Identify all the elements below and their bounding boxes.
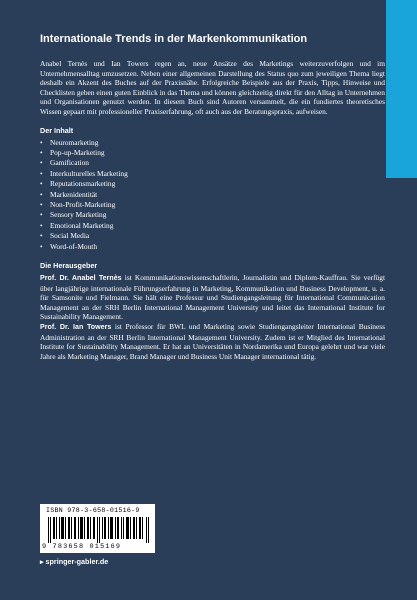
bullet-icon: •: [40, 158, 43, 168]
publisher-website: [40, 557, 108, 566]
editor-bio-ternes: [40, 273, 385, 322]
bullet-icon: •: [40, 241, 43, 251]
list-item: • Gamification: [40, 158, 89, 168]
bullet-icon: •: [40, 220, 43, 230]
bullet-icon: •: [40, 179, 43, 189]
list-item: • Sensory Marketing: [40, 210, 107, 220]
list-item: • Social Media: [40, 231, 90, 241]
bullet-icon: •: [40, 200, 43, 209]
bullet-icon: •: [40, 189, 43, 199]
arrow-right-icon: ▸: [40, 559, 44, 566]
book-title: Internationale Trends in der Markenkommunikation: [40, 33, 308, 45]
contents-heading: Der Inhalt: [40, 125, 74, 135]
back-cover-text: [40, 33, 385, 361]
list-item: • Markenidentität: [40, 189, 98, 199]
list-item: • Interkulturelles Marketing: [40, 168, 128, 178]
editor-description: ist Kommunikationswissenschaftlerin, Journalistin und Diplom-Kauffrau. Sie verfügt über langjährige internationale Führungserfahrung in Marketing, Kommunikation und Business Development, u. a. für Samsonite und Fielmann. Sie hält eine Professur und Studiengangsleitung für International Communication Management an der SRH Berlin International Management University und leitet das International Institute for Sustainability Management.: [40, 273, 386, 322]
editor-bio-towers: [40, 322, 385, 361]
bullet-icon: •: [40, 147, 43, 157]
intro-paragraph: Anabel Ternès und Ian Towers regen an, neue Ansätze des Marketings weiterzuverfolgen und im Unternehmensalltag umzusetzen. Neben einer allgemeinen Darstellung des Status quo zum jeweiligen Thema liegt deshalb ein Akzent des Buches auf der Praxisnähe. Erfolgreiche Beispiele aus der Praxis, Tipps, Hinweise und Checklisten geben einen guten Einblick in das Thema und können gleichzeitig direkt für den Alltag in Unternehmen und Organisationen genutzt werden. In diesem Buch sind Autoren versammelt, die ein fundiertes theoretisches Wissen gepaart mit professioneller Praxiserfahrung, oft auch aus der Beratungspraxis, aufweisen.: [40, 59, 385, 116]
list-item: • Neuromarketing: [40, 137, 99, 147]
editor-description: ist Professor für BWL und Marketing sowie Studiengangsleiter International Business Administration an der SRH Berlin International Management University. Zudem ist er Mitglied des International Institute for Sustainability Management. Er hat an Universitäten in Nordamerika und Europa gelehrt und war viele Jahre als Marketing Manager, Brand Manager und Business Unit Manager international tätig.: [40, 322, 385, 361]
ean-number: 9 783658 015169: [42, 543, 122, 551]
bullet-icon: •: [40, 168, 43, 178]
list-item: • Emotional Marketing: [40, 220, 114, 230]
accent-bar: [386, 0, 417, 178]
editor-name: Prof. Dr. Anabel Ternès: [40, 274, 122, 283]
barcode-bars-icon: [48, 517, 150, 543]
editors-heading: Die Herausgeber: [40, 261, 98, 271]
isbn-label: ISBN 978-3-658-01516-9: [46, 507, 140, 514]
list-item: • Pop-up-Marketing: [40, 147, 105, 157]
list-item: • Word-of-Mouth: [40, 241, 98, 251]
list-item: • Reputationsmarketing: [40, 179, 116, 189]
barcode: [40, 504, 155, 553]
contents-list: [40, 138, 385, 252]
editor-name: Prof. Dr. Ian Towers: [40, 323, 112, 331]
bullet-icon: •: [40, 231, 43, 241]
list-item: • Non-Profit-Marketing: [40, 200, 116, 209]
bullet-icon: •: [40, 137, 43, 147]
website-label: springer-gabler.de: [45, 557, 109, 566]
bullet-icon: •: [40, 210, 43, 220]
